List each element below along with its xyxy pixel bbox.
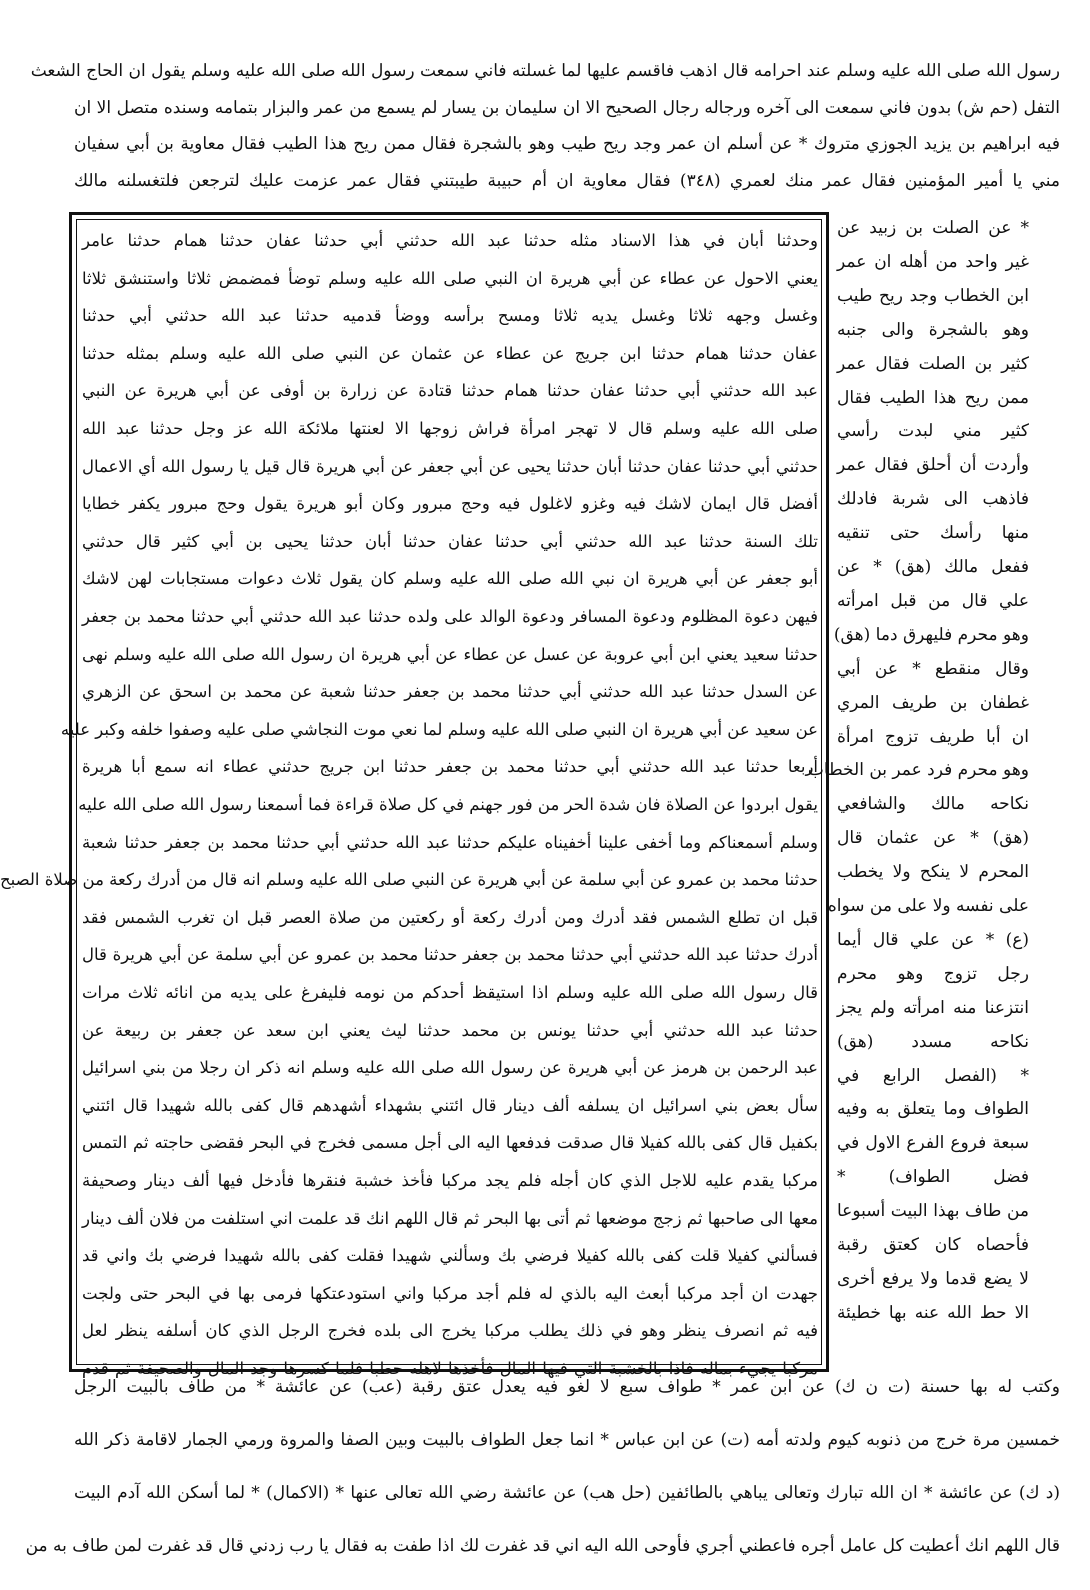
side-margin-line: غير واحد من أهله ان عمر bbox=[837, 251, 1029, 272]
side-margin-line: ان أبا طريف تزوج امرأة bbox=[837, 726, 1029, 747]
main-text-line: قبل ان تطلع الشمس فقد أدرك ومن أدرك ركعة أو ركعتين من صلاة العصر قبل ان تغرب الشمس فقد bbox=[82, 907, 818, 927]
main-text-line: يقول ابردوا عن الصلاة فان شدة الحر من فور جهنم في كل صلاة قراءة فما أسمعنا رسول الله صلى الله عليه bbox=[78, 795, 818, 814]
side-margin-line: وأردت أن أحلق فقال عمر bbox=[837, 455, 1029, 476]
bottom-margin-line: (د ك) عن عائشة * ان الله تبارك وتعالى يباهي بالطائفين (حل هب) عن عائشة رضي الله تعالى عنها * (الاكمال) * لما أسكن الله آدم البيت bbox=[74, 1483, 1060, 1503]
top-margin-line: التفل (حم ش) بدون فاني سمعت الى آخره ورجاله رجال الصحيح الا ان سليمان بن يسار لم يسمع من عمر والبزار بتمامه وسنده متصل الا ان bbox=[74, 97, 1060, 118]
main-text-line: معها الى صاحبها ثم زجج موضعها ثم أتى بها البحر ثم قال اللهم انك قد علمت اني استلفت من فلان ألف دينار bbox=[82, 1208, 818, 1228]
side-margin-line: * عن الصلت بن زبيد عن bbox=[837, 218, 1029, 238]
side-margin-line: علي قال من قبل امرأته bbox=[837, 590, 1029, 611]
side-margin-line: غطفان بن طريف المري bbox=[837, 692, 1029, 713]
main-text-line: بكفيل قال كفى بالله كفيلا قال صدقت فدفعها اليه الى أجل مسمى فخرج في البحر فقضى حاجته ثم التمس bbox=[82, 1133, 818, 1153]
main-text-line: فيه ثم انصرف ينظر وهو في ذلك يطلب مركبا يخرج الى بلده فخرج الرجل الذي كان أسلفه ينظر لعل bbox=[82, 1321, 818, 1341]
bottom-margin-line: وكتب له بها حسنة (ت ن ك) عن ابن عمر * طواف سبع لا لغو فيه يعدل عتق رقبة (عب) عن عائشة * من طاف بالبيت الرجل bbox=[74, 1377, 1060, 1397]
side-margin-line: منها رأسك حتى تنقيه bbox=[837, 523, 1029, 544]
main-text-line: فيهن دعوة المظلوم ودعوة المسافر ودعوة الوالد على ولده حدثنا عبد الله حدثني أبي حدثنا محمد بن جعفر bbox=[82, 607, 818, 626]
main-text-line: صلى الله عليه وسلم قال لا تهجر امرأة فراش زوجها الا لعنتها ملائكة الله عز وجل حدثنا عبد الله bbox=[82, 419, 818, 438]
main-text-line: عبد الرحمن بن هرمز عن أبي هريرة عن رسول الله صلى الله عليه وسلم انه ذكر ان رجلا من بني اسرائيل bbox=[82, 1058, 818, 1078]
side-margin-line: * (الفصل الرابع في bbox=[837, 1065, 1029, 1086]
side-margin-line: فاذهب الى شربة فادلك bbox=[837, 489, 1029, 510]
main-text-line: جهدت ان أجد مركبا أبعث اليه بالذي له فلم أجد مركبا واني استودعتكها فرمى بها في البحر حتى ولجت bbox=[82, 1283, 818, 1303]
main-text-line: حدثنا عبد الله حدثني أبي حدثنا يونس بن محمد حدثنا ليث يعني ابن سعد عن جعفر بن ربيعة عن bbox=[82, 1020, 818, 1040]
side-margin-line: وقال منقطع * عن أبي bbox=[837, 658, 1029, 679]
side-margin-line: وهو محرم فرد عمر بن الخطاب bbox=[807, 760, 1029, 781]
main-text-line: أربعا حدثنا عبد الله حدثني أبي حدثنا محمد بن جعفر حدثنا ابن جريج حدثني عطاء انه سمع أبا هريرة bbox=[82, 757, 818, 777]
top-margin-line: مني يا أمير المؤمنين فقال عمر منك لعمري (٣٤٨) فقال معاوية ان أم حبيبة طيبتني فقال عمر عزمت عليك لترجعن فلتغسلنه مالك bbox=[74, 170, 1060, 191]
main-text-line: حدثنا محمد بن عمرو عن أبي سلمة عن أبي هريرة عن النبي صلى الله عليه وسلم انه قال من أدرك ركعة من صلاة الصبح bbox=[0, 870, 818, 890]
side-margin-line: لا يضع قدما ولا يرفع أخرى bbox=[837, 1268, 1029, 1289]
side-margin-line: فأحصاه كان كعتق رقبة bbox=[837, 1235, 1029, 1255]
side-margin-line: من طاف بهذا البيت أسبوعا bbox=[837, 1201, 1029, 1222]
main-text-line: أدرك حدثنا عبد الله حدثني أبي حدثنا محمد بن جعفر حدثنا محمد بن عمرو عن أبي سلمة عن أبي هريرة قال bbox=[82, 945, 818, 965]
side-margin-line: ممن ريح هذا الطيب فقال bbox=[837, 387, 1029, 408]
main-text-line: عن السدل حدثنا عبد الله حدثني أبي حدثنا محمد بن جعفر حدثنا شعبة عن محمد بن اسحق عن الزهري bbox=[82, 682, 818, 702]
side-margin-line: الا حط الله عنه بها خطيئة bbox=[837, 1302, 1029, 1323]
side-margin-line: الطواف وما يتعلق به وفيه bbox=[837, 1099, 1029, 1120]
main-text-line: وسلم أسمعناكم وما أخفى علينا أخفيناه عليكم حدثنا عبد الله حدثني أبي حدثنا محمد بن جعفر حدثنا شعبة bbox=[82, 832, 818, 852]
main-text-line: قال رسول الله صلى الله عليه وسلم اذا استيقظ أحدكم من نومه فليفرغ على يديه من انائه ثلاث مرات bbox=[82, 983, 818, 1002]
main-text-line: وحدثنا أبان في هذا الاسناد مثله حدثنا عبد الله حدثني أبي حدثنا عفان حدثنا همام حدثنا عامر bbox=[82, 231, 818, 250]
side-margin-line: (هق) * عن عثمان قال bbox=[837, 828, 1029, 849]
main-text-line: عبد الله حدثني أبي حدثنا عفان حدثنا همام حدثنا قتادة عن زرارة بن أوفى عن أبي هريرة عن النبي bbox=[82, 381, 818, 401]
side-margin-line: ابن الخطاب وجد ريح طيب bbox=[837, 285, 1029, 306]
side-margin-line: وهو محرم فليهرق دما (هق) bbox=[833, 624, 1029, 645]
main-text-line: وغسل وجهه ثلاثا وغسل يديه ثلاثا ومسح برأسه ووضأ قدميه حدثنا عبد الله حدثني أبي حدثنا bbox=[82, 306, 818, 326]
main-text-line: مركبا يجيء بماله فاذا بالخشبة التي فيها المال فأخذها لاهله حطبا فلما كسرها وجد المال والصحيفة ثم قدم bbox=[82, 1359, 818, 1378]
main-text-line: تلك السنة حدثنا عبد الله حدثني أبي حدثنا عفان حدثنا أبان حدثنا يحيى بن أبي كثير قال حدثني bbox=[82, 531, 818, 551]
side-margin-line: انتزعنا منه امرأته ولم يجز bbox=[837, 997, 1029, 1018]
side-margin-line: فضل الطواف) * bbox=[837, 1167, 1029, 1188]
main-text-line: أفضل قال ايمان لاشك فيه وغزو لاغلول فيه وحج مبرور وكان أبو هريرة يقول وحج مبرور يكفر خطايا bbox=[82, 494, 818, 514]
top-margin-line: فيه ابراهيم بن يزيد الجوزي متروك * عن أسلم ان عمر وجد ريح طيب وهو بالشجرة فقال ممن ريح هذا الطيب فقال معاوية بن أبي سفيان bbox=[74, 134, 1060, 154]
side-margin-line: وهو بالشجرة والى جنبه bbox=[837, 319, 1029, 340]
side-margin-line: سبعة فروع الفرع الاول في bbox=[837, 1133, 1029, 1154]
main-text-line: عن سعيد عن أبي هريرة ان النبي صلى الله عليه وسلم لما نعي موت النجاشي صلى عليه وصفوا خلفه وكبر عليه bbox=[60, 719, 818, 739]
main-text-line: عفان حدثنا همام حدثنا ابن جريج عن عطاء عن عثمان عن النبي صلى الله عليه وسلم بمثله حدثنا bbox=[82, 343, 818, 363]
side-margin-line: كثير بن الصلت فقال عمر bbox=[837, 353, 1029, 374]
main-text-line: مركبا يقدم عليه للاجل الذي كان أجله فلم يجد مركبا فأخذ خشبة فنقرها فأدخل فيها ألف دينار وصحيفة bbox=[82, 1171, 818, 1190]
main-text-line: حدثنا سعيد يعني ابن أبي عروبة عن عسل عن عطاء عن أبي هريرة ان رسول الله صلى الله عليه وسلم نهى bbox=[82, 644, 818, 664]
side-margin-line: ففعل مالك (هق) * عن bbox=[837, 557, 1029, 577]
bottom-margin-line: خمسين مرة خرج من ذنوبه كيوم ولدته أمه (ت) عن ابن عباس * انما جعل الطواف بالبيت وبين الصفا والمروة ورمي الجمار لاقامة ذكر الله bbox=[74, 1430, 1060, 1450]
side-margin-line: المحرم لا ينكح ولا يخطب bbox=[837, 862, 1029, 883]
side-margin-line: رجل تزوج وهو محرم bbox=[837, 963, 1029, 984]
side-margin-line: (ع) * عن علي قال أيما bbox=[837, 929, 1029, 950]
side-margin-line: نكاحه مالك والشافعي bbox=[837, 794, 1029, 815]
main-text-line: أبو جعفر عن أبي هريرة ان نبي الله صلى الله عليه وسلم كان يقول ثلاث دعوات مستجابات لهن لاشك bbox=[82, 569, 818, 589]
side-margin-line: نكاحه مسدد (هق) bbox=[837, 1031, 1029, 1052]
bottom-margin-line: قال اللهم انك أعطيت كل عامل أجره فاعطني أجري فأوحى الله اليه اني قد غفرت لك اذا طفت به فقال يا رب زدني قال قد غفرت لمن طاف به من bbox=[25, 1536, 1060, 1556]
main-text-line: سأل بعض بني اسرائيل ان يسلفه ألف دينار قال ائتني بشهداء أشهدهم قال كفى بالله شهيدا قال ائتني bbox=[82, 1095, 818, 1115]
side-margin-line: على نفسه ولا على من سواه bbox=[827, 896, 1029, 916]
main-text-line: حدثني أبي حدثنا عفان حدثنا أبان حدثنا يحيى عن أبي جعفر عن أبي هريرة قال قيل يا رسول الله أي الاعمال bbox=[82, 456, 818, 476]
side-margin-line: كثير مني لبدت رأسي bbox=[837, 421, 1029, 442]
main-text-line: يعني الاحول عن عطاء عن أبي هريرة ان النبي صلى الله عليه وسلم توضأ فمضمض ثلاثا واستنشق ثلاثا bbox=[82, 268, 818, 288]
main-text-line: فسألني كفيلا قلت كفى بالله كفيلا فرضي بك وسألني شهيدا فقلت كفى بالله شهيدا فرضي بك واني قد bbox=[82, 1246, 818, 1266]
top-margin-line: رسول الله صلى الله عليه وسلم عند احرامه قال اذهب فاقسم عليها لما غسلته فاني سمعت رسول الله صلى الله عليه وسلم يقول ان الحاج الشعث bbox=[30, 61, 1060, 81]
